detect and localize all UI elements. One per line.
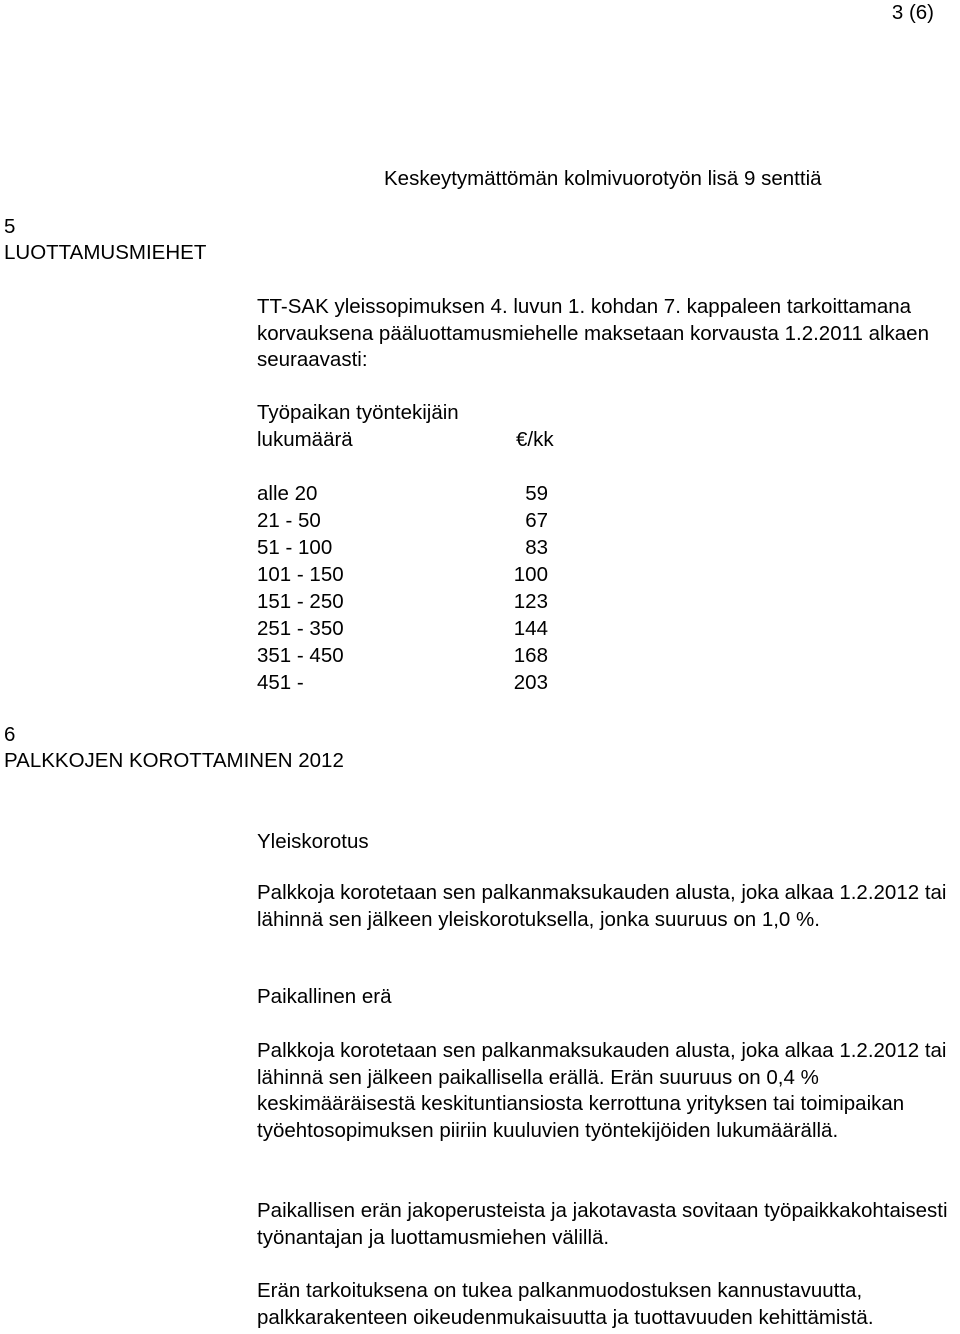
euro-amount: 144 <box>513 617 548 640</box>
local-item-purpose-paragraph: Erän tarkoituksena on tukea palkanmuodostuksen kannustavuutta, palkkarakenteen oikeudenmukaisuutta ja tuottavuuden kehittämistä. <box>257 1279 874 1329</box>
table-row <box>257 535 557 562</box>
table-row <box>257 670 557 697</box>
intro-line: Keskeytymättömän kolmivuorotyön lisä 9 senttiä <box>384 167 822 190</box>
table-row <box>257 562 557 589</box>
page-number: 3 (6) <box>891 1 934 24</box>
employee-count-header-line2: lukumäärä <box>257 427 353 451</box>
employee-range: 101 - 150 <box>257 563 344 586</box>
local-item-heading: Paikallinen erä <box>257 985 392 1008</box>
euro-amount: 59 <box>525 482 548 505</box>
employee-count-header <box>257 400 459 453</box>
employee-count-header-line1: Työpaikan työntekijäin <box>257 401 459 424</box>
general-increase-heading: Yleiskorotus <box>257 830 369 853</box>
local-item-paragraph: Palkkoja korotetaan sen palkanmaksukauden alusta, joka alkaa 1.2.2012 tai lähinnä sen jälkeen paikallisella erällä. Erän suuruus on 0,4 % keskimääräisestä keskituntiansiosta kerrottuna yrityksen tai toimipaikan työehtosopimuksen piiriin kuuluvien työntekijöiden lukumäärällä. <box>257 1039 947 1142</box>
euro-amount: 67 <box>525 509 548 532</box>
compensation-table <box>257 481 557 697</box>
euro-per-month-header: €/kk <box>516 427 554 451</box>
euro-amount: 83 <box>525 536 548 559</box>
general-increase-paragraph: Palkkoja korotetaan sen palkanmaksukauden alusta, joka alkaa 1.2.2012 tai lähinnä sen jälkeen yleiskorotuksella, jonka suuruus on 1,0 %. <box>257 881 947 931</box>
employee-range: 151 - 250 <box>257 590 344 613</box>
employee-range: 21 - 50 <box>257 509 321 532</box>
employee-range: alle 20 <box>257 482 318 505</box>
employee-range: 351 - 450 <box>257 644 344 667</box>
section-5-number: 5 <box>4 215 16 238</box>
section-6-number: 6 <box>4 723 16 746</box>
table-row <box>257 481 557 508</box>
section-6-title: PALKKOJEN KOROTTAMINEN 2012 <box>4 749 344 772</box>
table-row <box>257 589 557 616</box>
section-5-paragraph: TT-SAK yleissopimuksen 4. luvun 1. kohdan 7. kappaleen tarkoittamana korvauksena pääluottamusmiehelle maksetaan korvausta 1.2.2011 alkaen seuraavasti: <box>257 295 929 371</box>
local-item-distribution-paragraph: Paikallisen erän jakoperusteista ja jakotavasta sovitaan työpaikkakohtaisesti työnantajan ja luottamusmiehen välillä. <box>257 1199 948 1249</box>
euro-amount: 203 <box>513 671 548 694</box>
employee-range: 251 - 350 <box>257 617 344 640</box>
table-row <box>257 616 557 643</box>
table-row <box>257 643 557 670</box>
table-row <box>257 508 557 535</box>
euro-amount: 168 <box>513 644 548 667</box>
euro-amount: 100 <box>513 563 548 586</box>
employee-range: 51 - 100 <box>257 536 333 559</box>
euro-amount: 123 <box>513 590 548 613</box>
section-5-title: LUOTTAMUSMIEHET <box>4 241 207 264</box>
employee-range: 451 - <box>257 671 304 694</box>
